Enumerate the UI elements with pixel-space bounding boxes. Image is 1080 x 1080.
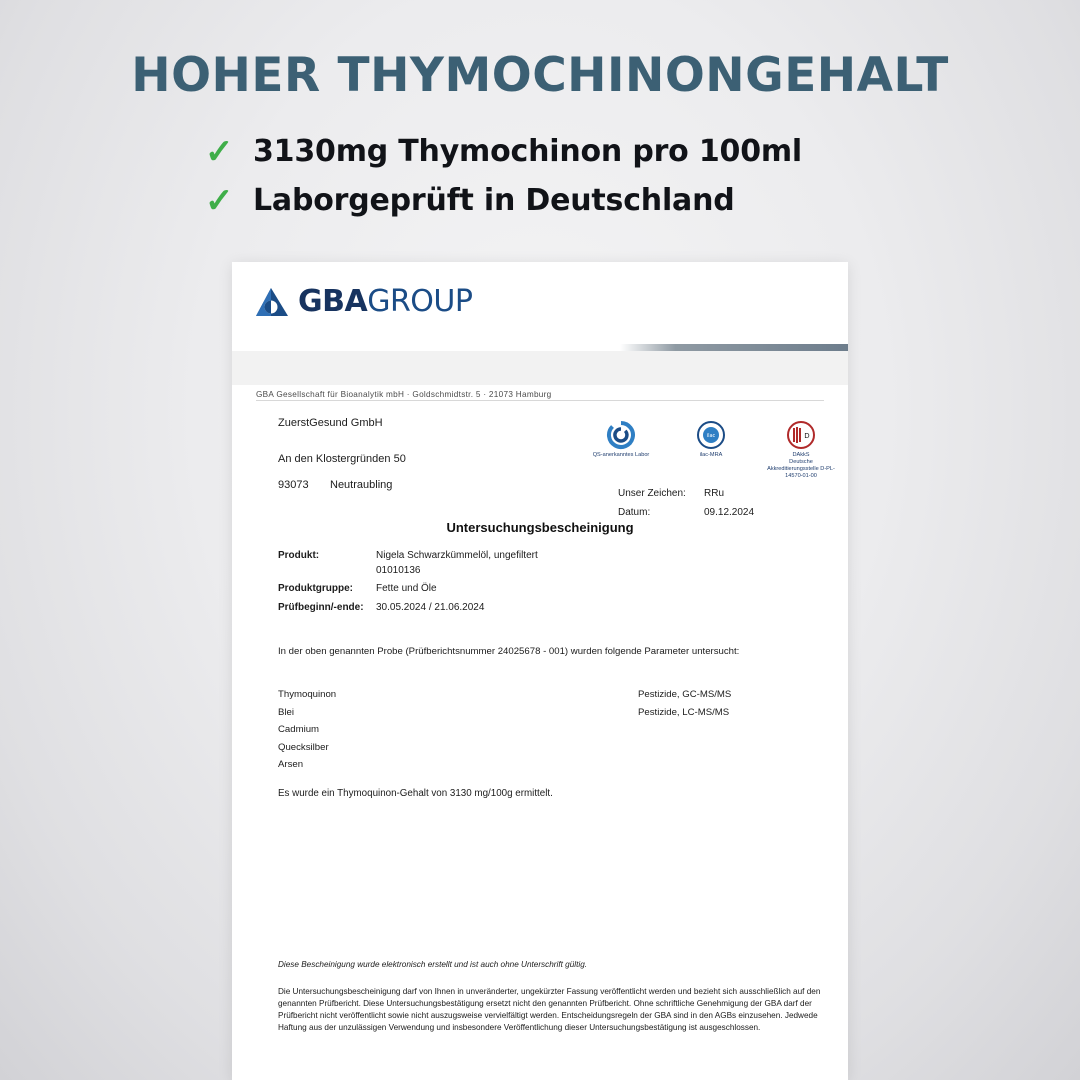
field-row (278, 583, 818, 594)
svg-text:ilac: ilac (706, 433, 716, 439)
field-label: Prüfbeginn/-ende: (278, 602, 364, 613)
dakks-seal (764, 420, 838, 480)
list-item (205, 134, 905, 169)
certificate-header (232, 262, 848, 350)
field-value: Nigela Schwarzkümmelöl, ungefiltert (376, 550, 538, 561)
field-value: 30.05.2024 / 21.06.2024 (376, 602, 485, 613)
qs-seal (584, 420, 658, 459)
reference-sign-value: RRu (704, 488, 725, 499)
parameter-item: Thymoquinon (278, 689, 337, 700)
qs-seal-icon (606, 420, 636, 450)
gba-logo (254, 284, 472, 319)
footer-note: Diese Bescheinigung wurde elektronisch erstellt und ist auch ohne Unterschrift gültig. (278, 960, 588, 969)
reference-date-value: 09.12.2024 (704, 507, 755, 518)
accreditation-seals (584, 420, 838, 480)
recipient-zip: 93073 (278, 479, 309, 491)
company-address-line: GBA Gesellschaft für Bioanalytik mbH · Goldschmidtstr. 5 · 21073 Hamburg (256, 390, 552, 399)
parameter-item: Pestizide, GC-MS/MS (638, 689, 732, 700)
reference-sign-row (618, 484, 754, 503)
list-item (205, 183, 905, 218)
ilac-seal-caption: ilac-MRA (699, 452, 723, 458)
product-fields (278, 550, 818, 620)
parameter-column-left (278, 686, 336, 774)
parameter-item: Quecksilber (278, 741, 329, 753)
check-icon: ✓ (205, 132, 234, 171)
header-gradient-bar (232, 344, 848, 351)
intro-text: In der oben genannten Probe (Prüfberichtsnummer 24025678 - 001) wurden folgende Parameter untersucht: (278, 646, 740, 657)
list-item-label: 3130mg Thymochinon pro 100ml (253, 134, 803, 169)
field-label: Produktgruppe: (278, 583, 353, 594)
svg-text:D: D (804, 432, 810, 440)
parameter-item: Cadmium (278, 724, 320, 735)
recipient-city: Neutraubling (330, 479, 393, 491)
reference-date-label: Datum: (618, 507, 651, 518)
header-separator-band (232, 351, 848, 385)
recipient-city-line (278, 472, 406, 498)
field-value: Fette und Öle (376, 583, 437, 594)
field-label: Produkt: (278, 550, 320, 561)
dakks-seal-subcaption: Deutsche Akkreditierungsstelle D-PL-14570-01-00 (767, 459, 835, 479)
check-icon: ✓ (205, 181, 234, 220)
qs-seal-caption: QS-anerkanntes Labor (592, 452, 650, 458)
document-title: Untersuchungsbescheinigung (446, 520, 634, 535)
feature-list (205, 134, 905, 232)
recipient-company: ZuerstGesund GmbH (278, 417, 383, 429)
footer-disclaimer: Die Untersuchungsbescheinigung darf von Ihnen in unveränderter, ungekürzter Fassung veröffentlicht werden und bezieht sich ausschließlich auf den genannten Prüfbericht. Diese Untersuchungsbestätigung ersetzt nicht den genannten Prüfbericht. Ohne schriftliche Genehmigung der GBA darf der Prüfbericht nicht veröffentlicht sowie nicht auszugsweise vervielfältigt werden. Entscheidungsregeln der GBA sind in den AGBs einzusehen. Jedwede Haftung aus der unzulässigen Verwendung und insbesondere Veröffentlichung dieser Untersuchungsbestätigung ist ausgeschlossen. (278, 987, 821, 1032)
reference-sign-label: Unser Zeichen: (618, 488, 686, 499)
ilac-seal (674, 420, 748, 459)
gba-logo-light: GROUP (367, 284, 473, 319)
parameter-column-right (638, 686, 731, 721)
page-title: HOHER THYMOCHINONGEHALT (131, 48, 949, 103)
ilac-mra-seal-icon (696, 420, 726, 450)
list-item-label: Laborgeprüft in Deutschland (253, 183, 735, 218)
divider (256, 400, 824, 401)
dakks-seal-caption: DAkkS (792, 452, 810, 458)
recipient-street: An den Klostergründen 50 (278, 453, 406, 465)
dakks-seal-icon (786, 420, 816, 450)
parameter-item: Pestizide, LC-MS/MS (638, 706, 730, 718)
parameter-item: Arsen (278, 759, 304, 770)
field-subvalue: 01010136 (376, 565, 421, 576)
gba-triangle-icon (254, 286, 290, 318)
parameter-item: Blei (278, 706, 294, 718)
result-text: Es wurde ein Thymoquinon-Gehalt von 3130 mg/100g ermittelt. (278, 788, 553, 799)
gba-logo-text (298, 284, 472, 319)
certificate-document (232, 262, 848, 1080)
recipient-block (278, 410, 406, 498)
field-row (278, 550, 818, 561)
gba-logo-bold: GBA (298, 284, 368, 319)
reference-block (618, 484, 754, 522)
field-row (278, 602, 818, 613)
